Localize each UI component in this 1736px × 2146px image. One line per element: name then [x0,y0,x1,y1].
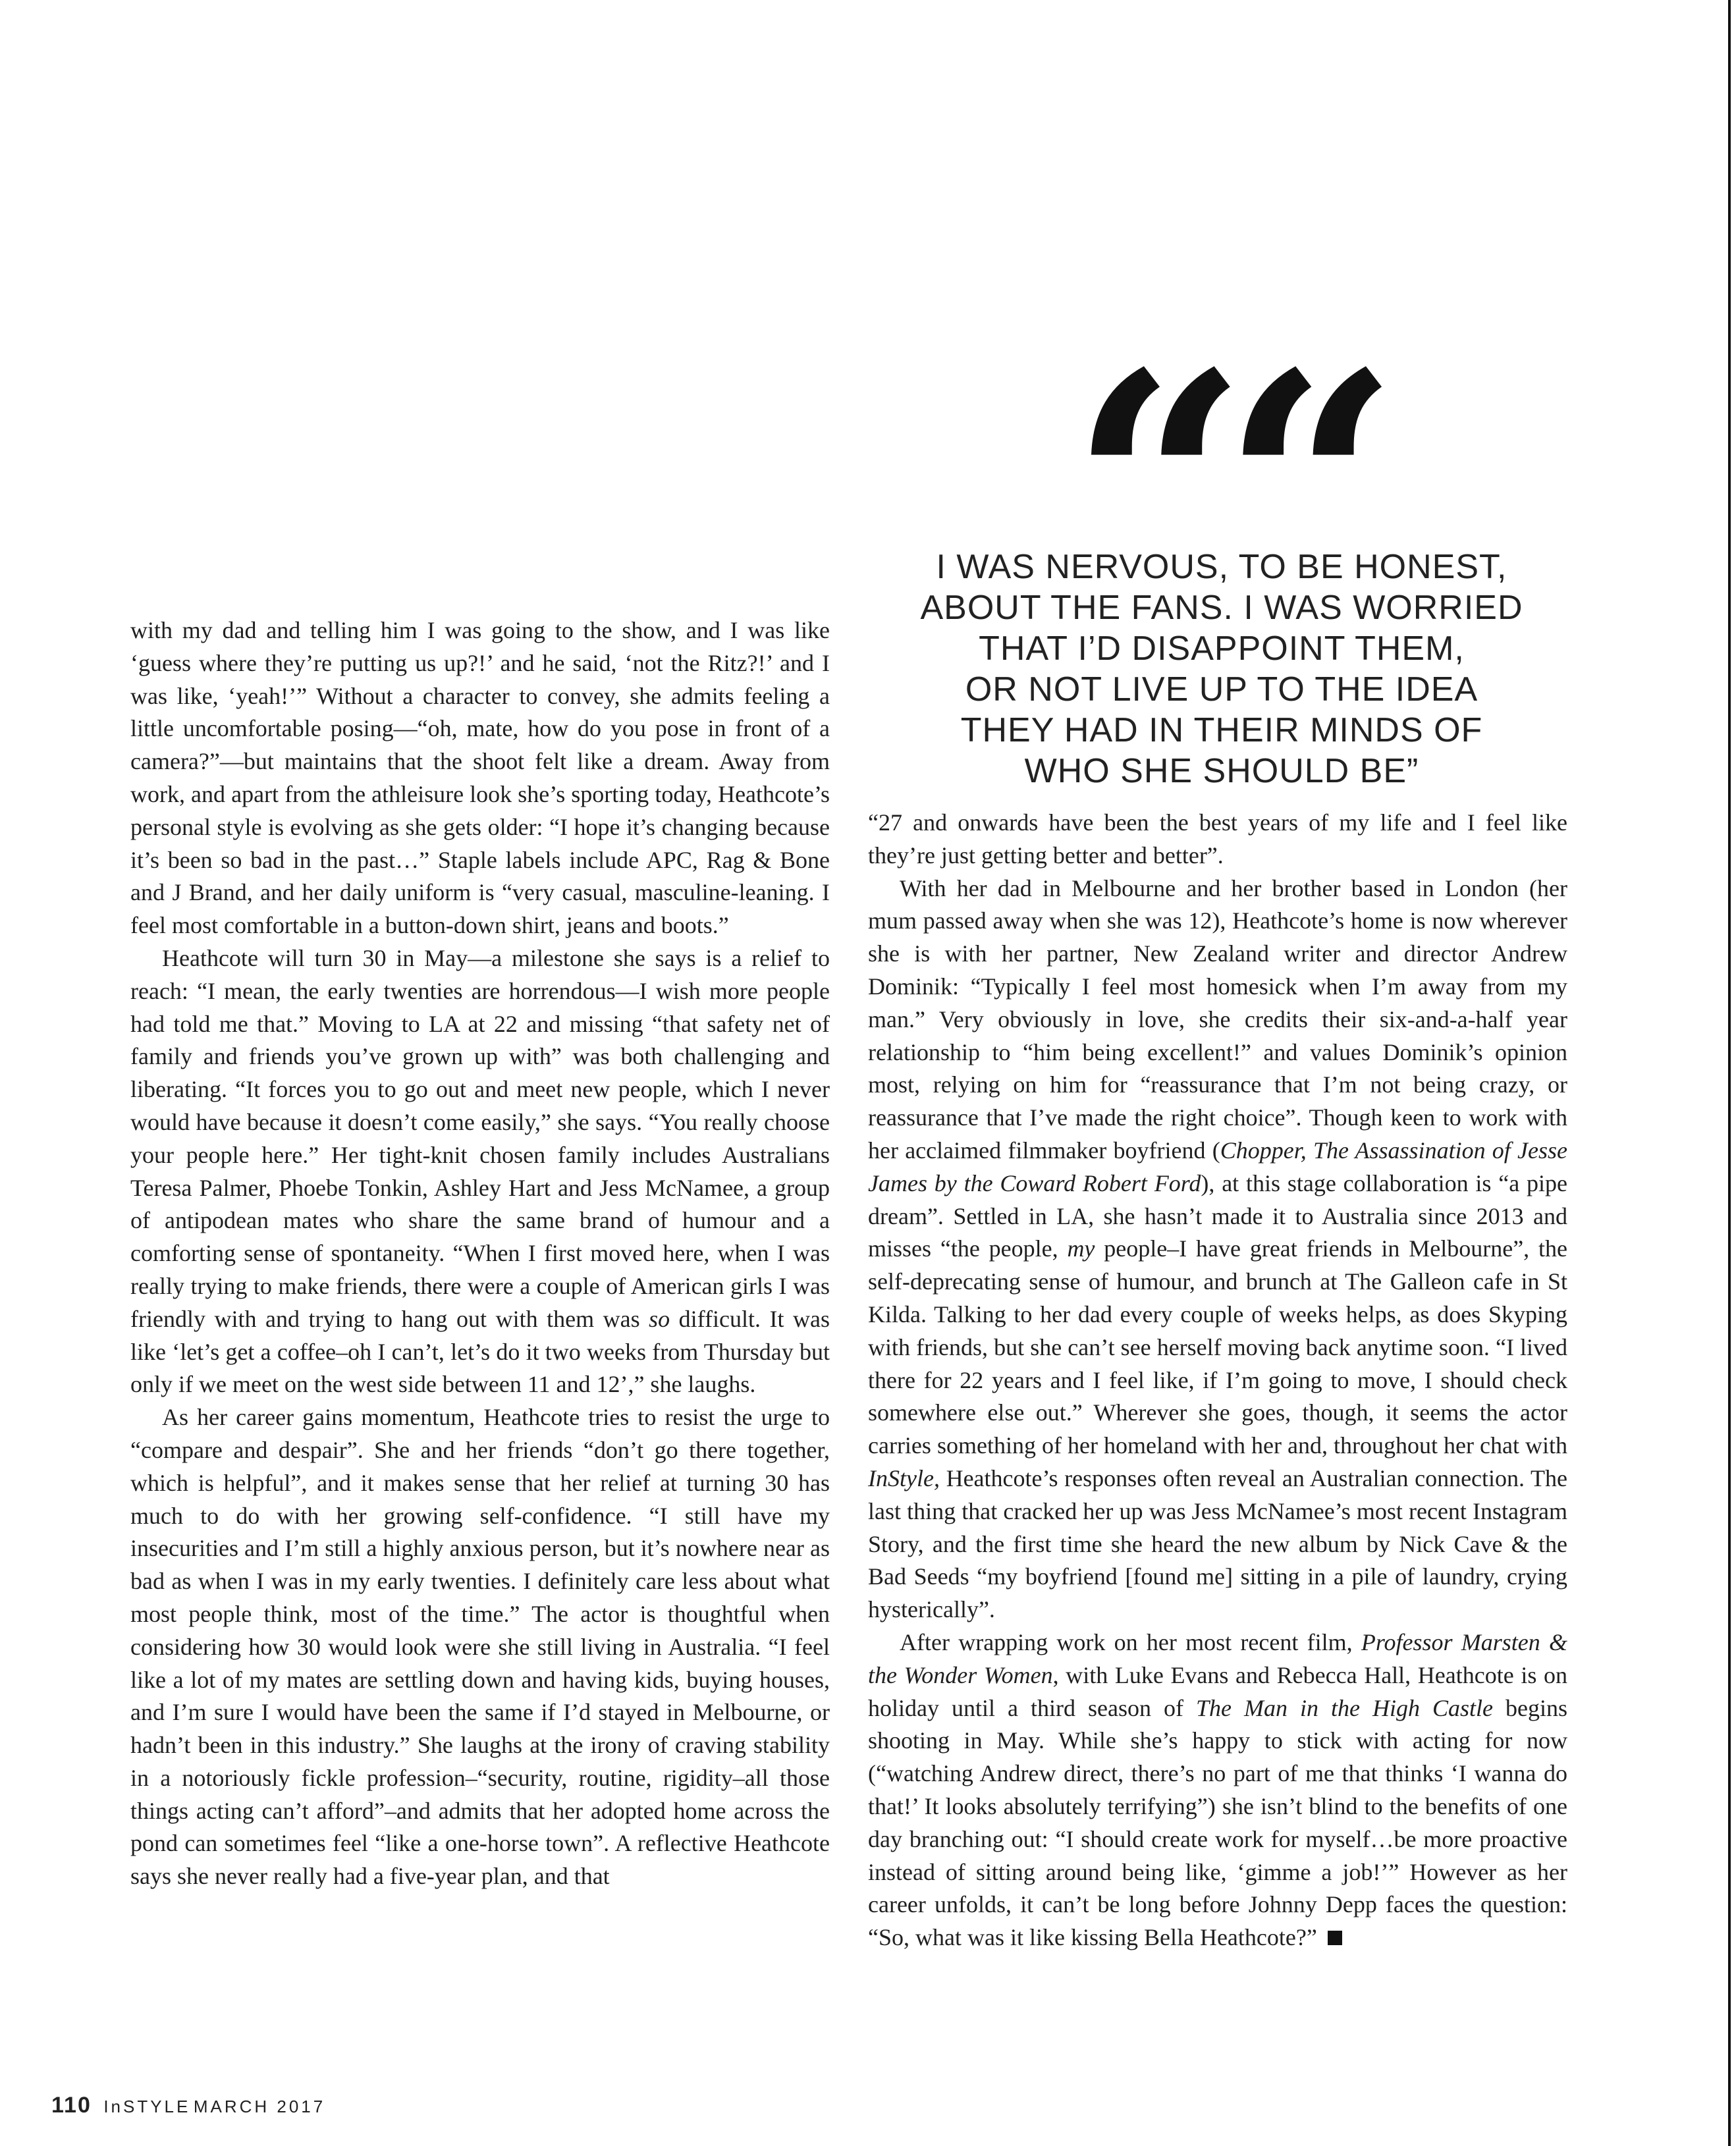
pull-quote-line: THEY HAD IN THEIR MINDS OF [960,711,1483,749]
article-column-right [868,807,1567,1954]
text-run: Heathcote’s responses often reveal an Australian connection. The last thing that cracked her up was Jess McNamee’s most recent Instagram Story, and the first time she heard the new album by Nick Cave & the Bad Seeds “my boyfriend [found me] sitting in a pile of laundry, crying hysterically”. [868,1464,1567,1623]
text-run: Heathcote will turn 30 in May—a milestone she says is a relief to reach: “I mean, the early twenties are horrendous—I wish more people had told me that.” Moving to LA at 22 and missing “that safety net of family and friends you’ve grown up with” was both challenging and liberating. “It forces you to go out and meet new people, which I never would have because it doesn’t come easily,” she says. “You really choose your people here.” Her tight-knit chosen family includes Australians Teresa Palmer, Phoebe Tonkin, Ashley Hart and Jess McNamee, a group of antipodean mates who share the same brand of humour and a comforting sense of spontaneity. “When I first moved here, when I was really trying to make friends, there were a couple of American girls I was friendly with and trying to hang out with them was [130,944,830,1332]
text-run: begins shooting in May. While she’s happy to stick with acting for now (“watching Andrew direct, there’s no part of me that thinks ‘I wanna do that!’ It looks absolutely terrifying”) she isn’t blind to the benefits of one day branching out: “I should create work for myself…be more proactive instead of sitting around being like, ‘gimme a job!’” However as her career unfolds, it can’t be long before Johnny Depp faces the question: “So, what was it like kissing Bella Heathcote?” [868,1694,1567,1951]
pull-quote-line: THAT I’D DISAPPOINT THEM, [979,630,1465,668]
emphasis: so [649,1305,670,1332]
pull-quote [859,356,1584,791]
paragraph [130,942,830,1401]
page-number: 110 [51,2093,92,2118]
pull-quote-text [859,547,1584,791]
emphasis: my [1067,1235,1095,1262]
text-run: people–I have great friends in Melbourne”, the self-deprecating sense of humour, and brunch at The Galleon cafe in St Kilda. Talking to her dad every couple of weeks helps, as does Skyping with friends, but she can’t see herself moving back anytime soon. “I lived there for 22 years and I feel like, if I’m going to move, I should check somewhere else out.” Wherever she goes, though, it seems the actor carries something of her homeland with her and, throughout her chat with [868,1235,1567,1459]
pull-quote-line: WHO SHE SHOULD BE” [1024,752,1419,790]
paragraph: with my dad and telling him I was going to the show, and I was like ‘guess where they’re putting us up?!’ and he said, ‘not the Ritz?!’ and I was like, ‘yeah!’” Without a character to convey, she admits feeling a little uncomfortable posing—“oh, mate, how do you pose in front of a camera?”—but maintains that the shoot felt like a dream. Away from work, and apart from the athleisure look she’s sporting today, Heathcote’s personal style is evolving as she gets older: “I hope it’s changing because it’s been so bad in the past…” Staple labels include APC, Rag & Bone and J Brand, and her daily uniform is “very casual, masculine-leaning. I feel most comfortable in a button-down shirt, jeans and boots.” [130,617,830,939]
quote-mark-icon [859,356,1584,520]
emphasis: Chopper, The Assassination of Jesse James by the Coward Robert Ford [868,1137,1567,1196]
issue-date: MARCH 2017 [193,2097,326,2116]
emphasis: Professor Marsten & the Wonder Women [868,1628,1567,1688]
pull-quote-line: ABOUT THE FANS. I WAS WORRIED [920,589,1523,627]
paragraph [868,872,1567,1626]
paragraph: As her career gains momentum, Heathcote tries to resist the urge to “compare and despair”. She and her friends “don’t go there together, which is helpful”, and it makes sense that her relief at turning 30 has much to do with her growing self-confidence. “I still have my insecurities and I’m still a highly anxious person, but it’s nowhere near as bad as when I was in my early twenties. I definitely care less about what most people think, most of the time.” The actor is thoughtful when considering how 30 would look were she still living in Australia. “I feel like a lot of my mates are settling down and having kids, buying houses, and I’m sure I would have been the same if I’d stayed in Melbourne, or hadn’t been in this industry.” She laughs at the irony of craving stability in a notoriously fickle profession–“security, routine, rigidity–all those things acting can’t afford”–and admits that her adopted home across the pond can sometimes feel “like a one-horse town”. A reflective Heathcote says she never really had a five-year plan, and that [130,1404,830,1890]
page-edge-rule [1728,0,1731,2146]
text-run: After wrapping work on her most recent film, [900,1628,1361,1655]
text-run: ), at this stage collaboration is “a pipe dream”. Settled in LA, she hasn’t made it to Australia since 2013 and misses “the people, [868,1169,1567,1262]
emphasis: The Man in the High Castle [1195,1694,1493,1721]
pull-quote-line: OR NOT LIVE UP TO THE IDEA [965,670,1478,709]
page-footer [51,2093,325,2118]
text-run: difficult. It was like ‘let’s get a coffee–oh I can’t, let’s do it two weeks from Thursday but only if we meet on the west side between 11 and 12’,” she laughs. [130,1305,830,1398]
text-run: With her dad in Melbourne and her brother based in London (her mum passed away when she was 12), Heathcote’s home is now wherever she is with her partner, New Zealand writer and director Andrew Dominik: “Typically I feel most homesick when I’m away from my man.” Very obviously in love, she credits their six-and-a-half year relationship to “him being excellent!” and values Dominik’s opinion most, relying on him for “reassurance that I’m not being crazy, or reassurance that I’ve made the right choice”. Though keen to work with her acclaimed filmmaker boyfriend ( [868,874,1567,1164]
paragraph [868,1626,1567,1954]
text-run: , with Luke Evans and Rebecca Hall, Heathcote is on holiday until a third season of [868,1661,1567,1721]
pull-quote-line: I WAS NERVOUS, TO BE HONEST, [936,548,1507,586]
end-mark-icon [1328,1931,1342,1945]
publication-name: InSTYLE [103,2097,191,2116]
paragraph: “27 and onwards have been the best years of my life and I feel like they’re just getting better and better”. [868,809,1567,869]
article-column-left [130,614,830,1893]
emphasis: InStyle, [868,1464,940,1491]
